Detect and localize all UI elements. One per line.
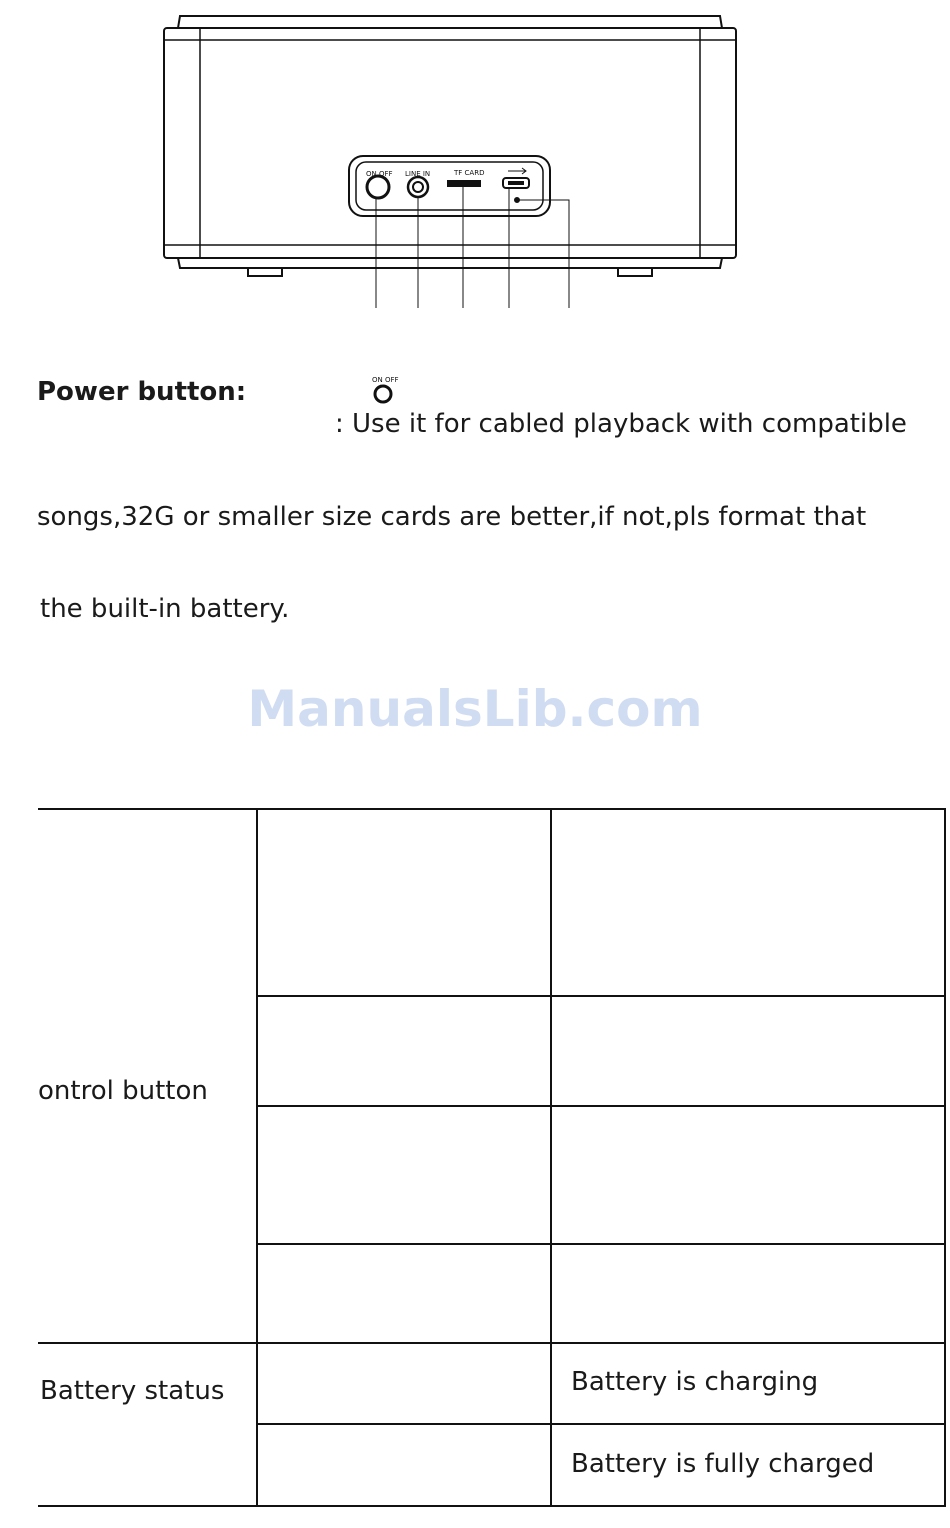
control-button-label: ontrol button [38, 1076, 208, 1106]
battery-status-label: Battery status [40, 1376, 225, 1406]
power-button-heading: Power button: [37, 377, 247, 407]
on-off-label: ON OFF [366, 170, 393, 178]
battery-full-text: Battery is fully charged [571, 1449, 875, 1479]
tf-card-description: songs,32G or smaller size cards are better,if not,pls format that [37, 502, 867, 532]
watermark: ManualsLib.com [247, 680, 703, 738]
power-inline-icon-label: ON OFF [372, 376, 399, 384]
line-in-description: : Use it for cabled playback with compatible [335, 409, 907, 439]
line-in-label: LINE IN [405, 170, 431, 178]
battery-charging-text: Battery is charging [571, 1367, 819, 1397]
tf-card-label: TF CARD [454, 169, 485, 177]
battery-description: the built-in battery. [40, 594, 290, 624]
